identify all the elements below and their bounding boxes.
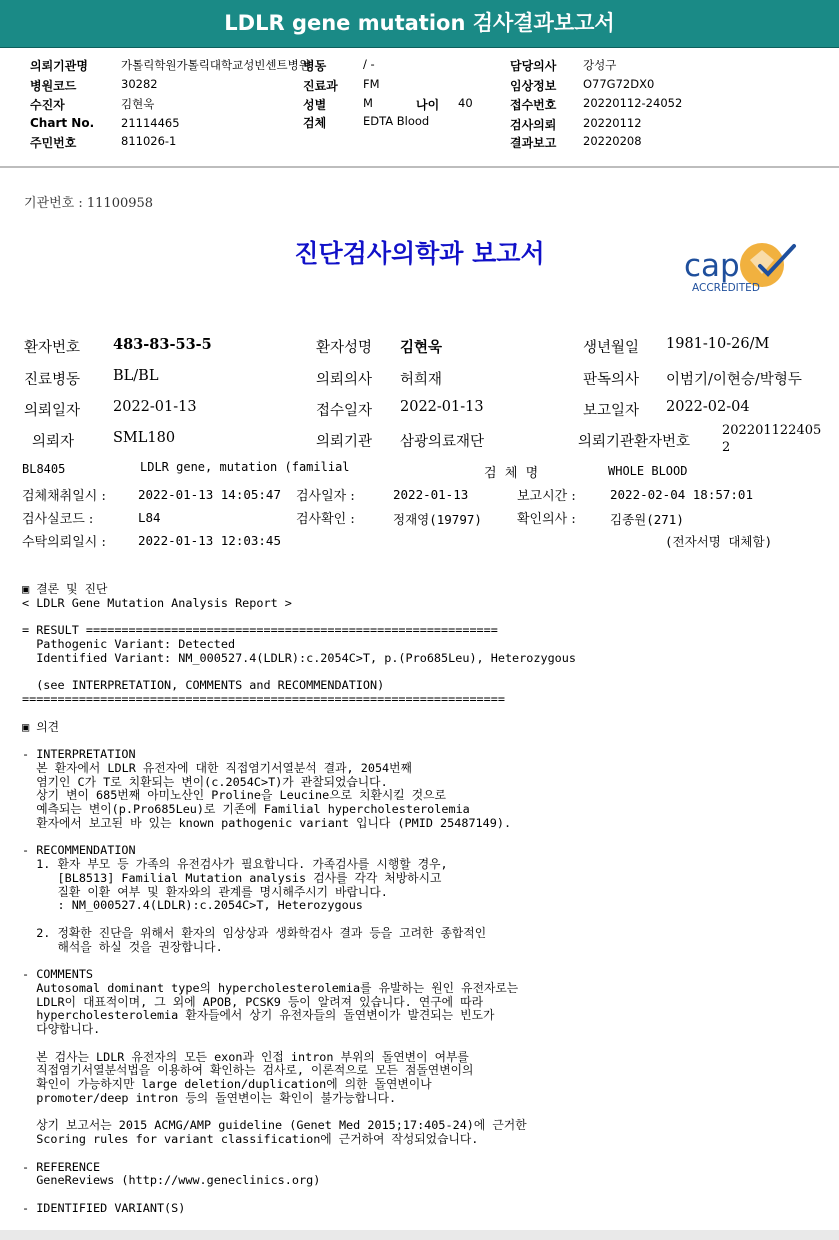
report-line: Identified Variant: NM_000527.4(LDLR):c.2054C>T, p.(Pro685Leu), Heterozygous xyxy=(22,650,576,665)
room-value: L84 xyxy=(138,510,161,525)
inst-patient-no-line2: 2 xyxy=(722,440,731,455)
confirm-label: 검사확인 : xyxy=(296,512,355,527)
report-line: ▣ 결론 및 진단 xyxy=(22,582,108,596)
report-line: 본 환자에서 LDLR 유전자에 대한 직접염기서열분석 결과, 2054번째 xyxy=(22,760,412,775)
patient-value: 2022-01-13 xyxy=(113,399,197,415)
report-line: ▣ 의견 xyxy=(22,719,59,734)
header-label: 수진자 xyxy=(30,98,65,112)
header-value: 40 xyxy=(458,96,473,110)
report-line: Autosomal dominant type의 hypercholesterolemia를 유발하는 원인 유전자로는 xyxy=(22,980,519,995)
doctor-label: 확인의사 : xyxy=(517,512,576,527)
report-line: promoter/deep intron 등의 돌연변이는 확인이 불가능합니다. xyxy=(22,1090,397,1105)
header-value: 20220112 xyxy=(583,116,642,130)
report-line: 상기 보고서는 2015 ACMG/AMP guideline (Genet Med 2015;17:405-24)에 근거한 xyxy=(22,1118,527,1133)
report-time-value: 2022-02-04 18:57:01 xyxy=(610,487,753,502)
report-line: hypercholesterolemia 환자들에서 상기 유전자들의 돌연변이가 발견되는 빈도가 xyxy=(22,1008,495,1023)
patient-label: 생년월일 xyxy=(583,340,640,356)
report-line: 염기인 C가 T로 치환되는 변이(c.2054C>T)가 관찰되었습니다. xyxy=(22,774,388,789)
report-line: - RECOMMENDATION xyxy=(22,843,136,858)
report-line: (see INTERPRETATION, COMMENTS and RECOMMENDATION) xyxy=(22,678,385,693)
header-label: 결과보고 xyxy=(510,136,557,150)
cap-logo-sub: ACCREDITED xyxy=(692,282,760,294)
header-value: EDTA Blood xyxy=(363,114,430,128)
inst-patient-no-line1: 202201122405 xyxy=(722,423,822,438)
report-line: LDLR이 대표적이며, 그 외에 APOB, PCSK9 등이 알려져 있습니다. 연구에 따라 xyxy=(22,994,483,1009)
patient-label: 의뢰기관 xyxy=(316,434,373,450)
patient-value: 이범기/이현승/박형두 xyxy=(666,372,802,388)
room-label: 검사실코드 : xyxy=(22,512,94,527)
report-line: 다양합니다. xyxy=(22,1022,101,1036)
report-line: 해석을 하실 것을 권장합니다. xyxy=(22,939,223,954)
report-line: - COMMENTS xyxy=(22,967,94,981)
patient-label: 환자성명 xyxy=(316,340,373,356)
institution-number: 기관번호 : 11100958 xyxy=(24,196,154,211)
patient-value: SML180 xyxy=(113,430,176,446)
patient-label: 보고일자 xyxy=(583,403,640,419)
report-line: GeneReviews (http://www.geneclinics.org) xyxy=(22,1173,321,1188)
header-value: 20220112-24052 xyxy=(583,96,683,110)
report-line: - REFERENCE xyxy=(22,1159,101,1174)
header-value: 가톨릭학원가톨릭대학교성빈센트병원 xyxy=(121,58,310,72)
test-date-label: 검사일자 : xyxy=(296,489,355,504)
consign-label: 수탁의뢰일시 : xyxy=(22,535,106,550)
patient-value: 2022-01-13 xyxy=(400,399,484,415)
report-line: : NM_000527.4(LDLR):c.2054C>T, Heterozygous xyxy=(22,898,363,913)
header-value: O77G72DX0 xyxy=(583,77,655,91)
report-line: ==================================================================== xyxy=(22,692,505,706)
specimen-label: 검 체 명 xyxy=(484,466,539,481)
header-value: M xyxy=(363,96,373,110)
header-label: 검체 xyxy=(303,116,327,130)
header-label: 진료과 xyxy=(303,79,338,93)
specimen-value: WHOLE BLOOD xyxy=(608,464,688,478)
header-label: 병원코드 xyxy=(30,79,77,93)
patient-label: 판독의사 xyxy=(583,372,640,388)
report-line: Pathogenic Variant: Detected xyxy=(22,637,236,651)
patient-label: 의뢰일자 xyxy=(24,403,81,419)
report-line: = RESULT ========================================================== xyxy=(22,623,498,638)
header-label: 의뢰기관명 xyxy=(30,59,88,73)
collect-label: 검체채취일시 : xyxy=(22,489,106,504)
header-value: / - xyxy=(363,57,375,71)
header-label: 임상정보 xyxy=(510,79,557,93)
page-title: 진단검사의학과 보고서 xyxy=(294,239,545,268)
patient-label: 의뢰기관환자번호 xyxy=(578,434,691,450)
patient-label: 의뢰자 xyxy=(32,434,75,450)
patient-value: 483-83-53-5 xyxy=(113,336,212,353)
header-value: FM xyxy=(363,77,380,91)
header-label: 검사의뢰 xyxy=(510,118,557,132)
header-label: 담당의사 xyxy=(510,59,557,73)
report-line: < LDLR Gene Mutation Analysis Report > xyxy=(22,595,292,610)
header-value: 21114465 xyxy=(121,116,180,130)
header-value: 20220208 xyxy=(583,134,642,148)
report-line: 직접염기서열분석법을 이용하여 확인하는 검사로, 이론적으로 모든 점돌연변이의 xyxy=(22,1063,474,1078)
patient-value: 삼광의료재단 xyxy=(400,434,485,450)
order-header xyxy=(0,48,839,168)
report-line: 확인이 가능하지만 large deletion/duplication에 의한 돌연변이나 xyxy=(22,1077,432,1091)
report-time-label: 보고시간 : xyxy=(517,489,576,504)
report-line: 환자에서 보고된 바 있는 known pathogenic variant 입니다 (PMID 25487149). xyxy=(22,815,512,830)
confirm-value: 정재영(19797) xyxy=(393,512,482,527)
report-body xyxy=(0,168,839,1230)
patient-value: 허희재 xyxy=(400,372,443,388)
report-title-bar: LDLR gene mutation 검사결과보고서 xyxy=(0,0,839,48)
patient-value: 김현욱 xyxy=(400,339,443,356)
header-label: 주민번호 xyxy=(30,136,77,150)
report-line: 2. 정확한 진단을 위해서 환자의 임상상과 생화학검사 결과 등을 고려한 종합적인 xyxy=(22,925,487,940)
report-line: 본 검사는 LDLR 유전자의 모든 exon과 인접 intron 부위의 돌연변이 여부를 xyxy=(22,1049,469,1064)
consign-value: 2022-01-13 12:03:45 xyxy=(138,533,281,548)
report-line: - INTERPRETATION xyxy=(22,747,136,761)
patient-label: 진료병동 xyxy=(24,372,81,388)
doctor-value: 김종원(271) xyxy=(610,512,684,527)
report-line: 상기 변이 685번째 아미노산인 Proline을 Leucine으로 치환시킬 것으로 xyxy=(22,788,446,803)
cap-logo-word: cap xyxy=(684,248,740,284)
cap-accredited-logo xyxy=(676,238,806,302)
header-label: Chart No. xyxy=(30,116,95,130)
header-label: 접수번호 xyxy=(510,98,557,112)
test-code: BL8405 xyxy=(22,462,66,476)
patient-label: 의뢰의사 xyxy=(316,372,373,388)
patient-value: 1981-10-26/M xyxy=(666,336,770,352)
header-value: 강성구 xyxy=(583,58,617,72)
report-line: Scoring rules for variant classification에 근거하여 작성되었습니다. xyxy=(22,1132,479,1146)
header-label: 나이 xyxy=(416,98,440,112)
patient-label: 접수일자 xyxy=(316,403,373,419)
patient-value: 2022-02-04 xyxy=(666,399,750,415)
report-line: - IDENTIFIED VARIANT(S) xyxy=(22,1200,186,1215)
report-line: 질환 이환 여부 및 환자와의 관계를 명시해주시기 바랍니다. xyxy=(22,884,388,899)
cap-logo-icon xyxy=(676,238,806,302)
header-value: 30282 xyxy=(121,77,158,91)
collect-value: 2022-01-13 14:05:47 xyxy=(138,487,281,502)
test-date-value: 2022-01-13 xyxy=(393,487,469,502)
patient-value: BL/BL xyxy=(113,368,159,384)
header-label: 성별 xyxy=(303,98,327,112)
header-label: 병동 xyxy=(303,59,327,73)
test-name: LDLR gene, mutation (familial xyxy=(140,460,350,474)
report-line: 1. 환자 부모 등 가족의 유전검사가 필요합니다. 가족검사를 시행할 경우, xyxy=(22,857,448,871)
header-value: 811026-1 xyxy=(121,134,177,148)
bottom-edge xyxy=(0,1230,839,1240)
header-value: 김현욱 xyxy=(121,97,155,111)
report-line: 예측되는 변이(p.Pro685Leu)로 기존에 Familial hypercholesterolemia xyxy=(22,802,470,816)
report-line: [BL8513] Familial Mutation analysis 검사를 각각 처방하시고 xyxy=(22,870,442,885)
esign-note: (전자서명 대체함) xyxy=(665,534,773,549)
patient-label: 환자번호 xyxy=(24,340,81,356)
